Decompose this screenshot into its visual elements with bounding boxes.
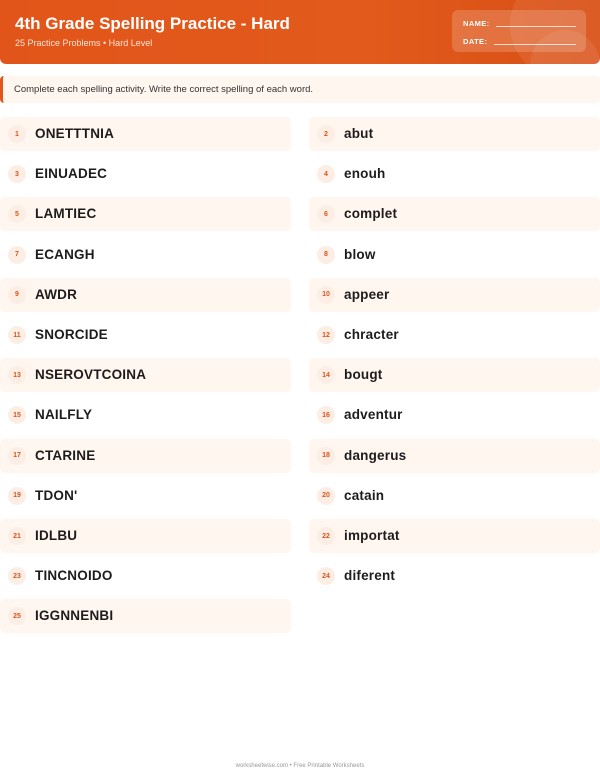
problem-item	[309, 559, 600, 593]
problem-number-badge: 14	[317, 366, 335, 384]
problem-word: complet	[344, 206, 398, 222]
problem-word: diferent	[344, 568, 396, 584]
name-field-line[interactable]	[496, 26, 576, 27]
worksheet-header	[0, 0, 600, 64]
problem-number-badge: 13	[8, 366, 26, 384]
page-title: 4th Grade Spelling Practice - Hard	[15, 14, 290, 33]
problem-word: LAMTIEC	[35, 206, 97, 222]
problem-number-badge: 10	[317, 286, 335, 304]
problem-item	[309, 479, 600, 513]
problem-word: AWDR	[35, 286, 78, 302]
date-field-line[interactable]	[494, 44, 576, 45]
problem-number-badge: 8	[317, 246, 335, 264]
problem-word: EINUADEC	[35, 166, 108, 182]
problem-item	[309, 358, 600, 392]
problem-item	[0, 439, 291, 473]
problem-number-badge: 2	[317, 125, 335, 143]
name-label: NAME:	[463, 19, 490, 28]
instructions-text: Complete each spelling activity. Write the correct spelling of each word.	[14, 84, 314, 95]
problem-number-badge: 15	[8, 406, 26, 424]
problem-number-badge: 18	[317, 447, 335, 465]
problem-number-badge: 6	[317, 205, 335, 223]
problem-word: TDON'	[35, 487, 78, 503]
problem-word: SNORCIDE	[35, 327, 108, 342]
problem-item	[309, 318, 600, 352]
problem-number-badge: 16	[317, 406, 335, 424]
problem-word: ONETTTNIA	[35, 126, 115, 141]
problem-number-badge: 22	[317, 527, 335, 545]
problem-item	[309, 278, 600, 312]
problem-word: abut	[344, 126, 374, 141]
problem-number-badge: 21	[8, 527, 26, 545]
date-label: DATE:	[463, 37, 488, 46]
problem-item	[309, 197, 600, 231]
problem-item	[309, 157, 600, 191]
problem-item	[0, 117, 291, 151]
problem-word: catain	[344, 487, 385, 503]
problem-word: CTARINE	[35, 447, 96, 463]
problem-word: chracter	[344, 327, 399, 342]
problem-number-badge: 1	[8, 125, 26, 143]
problem-number-badge: 23	[8, 567, 26, 585]
problem-item	[0, 559, 291, 593]
problem-number-badge: 17	[8, 447, 26, 465]
footer-text: worksheetwise.com • Free Printable Worksheets	[235, 763, 365, 769]
problem-word: IGGNNENBI	[35, 608, 114, 624]
problem-item	[0, 278, 291, 312]
problem-number-badge: 20	[317, 487, 335, 505]
problem-item	[0, 157, 291, 191]
instructions-banner	[0, 76, 600, 103]
problem-item	[309, 439, 600, 473]
problem-number-badge: 25	[8, 607, 26, 625]
problem-item	[309, 238, 600, 272]
problem-word: ECANGH	[35, 246, 95, 262]
problem-word: TINCNOIDO	[35, 568, 113, 584]
problem-item	[0, 197, 291, 231]
problem-item	[309, 117, 600, 151]
problem-number-badge: 4	[317, 165, 335, 183]
problem-item	[0, 398, 291, 432]
problem-number-badge: 11	[8, 326, 26, 344]
problem-word: dangerus	[344, 447, 407, 463]
problem-word: IDLBU	[35, 528, 78, 543]
problem-number-badge: 19	[8, 487, 26, 505]
problem-number-badge: 7	[8, 246, 26, 264]
problem-word: enouh	[344, 166, 386, 182]
problem-item	[0, 318, 291, 352]
name-date-box	[452, 10, 586, 52]
problem-item	[0, 479, 291, 513]
problem-item	[0, 358, 291, 392]
problem-item	[309, 398, 600, 432]
problem-word: NAILFLY	[35, 407, 93, 423]
problem-word: appeer	[344, 286, 390, 302]
problem-item	[0, 599, 291, 633]
problem-word: adventur	[344, 407, 403, 423]
problem-item	[309, 519, 600, 553]
problem-word: blow	[344, 246, 376, 262]
problem-word: bougt	[344, 367, 383, 383]
page-subtitle: 25 Practice Problems • Hard Level	[15, 38, 153, 48]
problem-number-badge: 5	[8, 205, 26, 223]
problem-number-badge: 3	[8, 165, 26, 183]
problem-word: NSEROVTCOINA	[35, 367, 147, 383]
problem-number-badge: 9	[8, 286, 26, 304]
problem-word: importat	[344, 528, 400, 543]
problem-item	[0, 238, 291, 272]
problem-item	[0, 519, 291, 553]
problem-number-badge: 12	[317, 326, 335, 344]
problem-number-badge: 24	[317, 567, 335, 585]
